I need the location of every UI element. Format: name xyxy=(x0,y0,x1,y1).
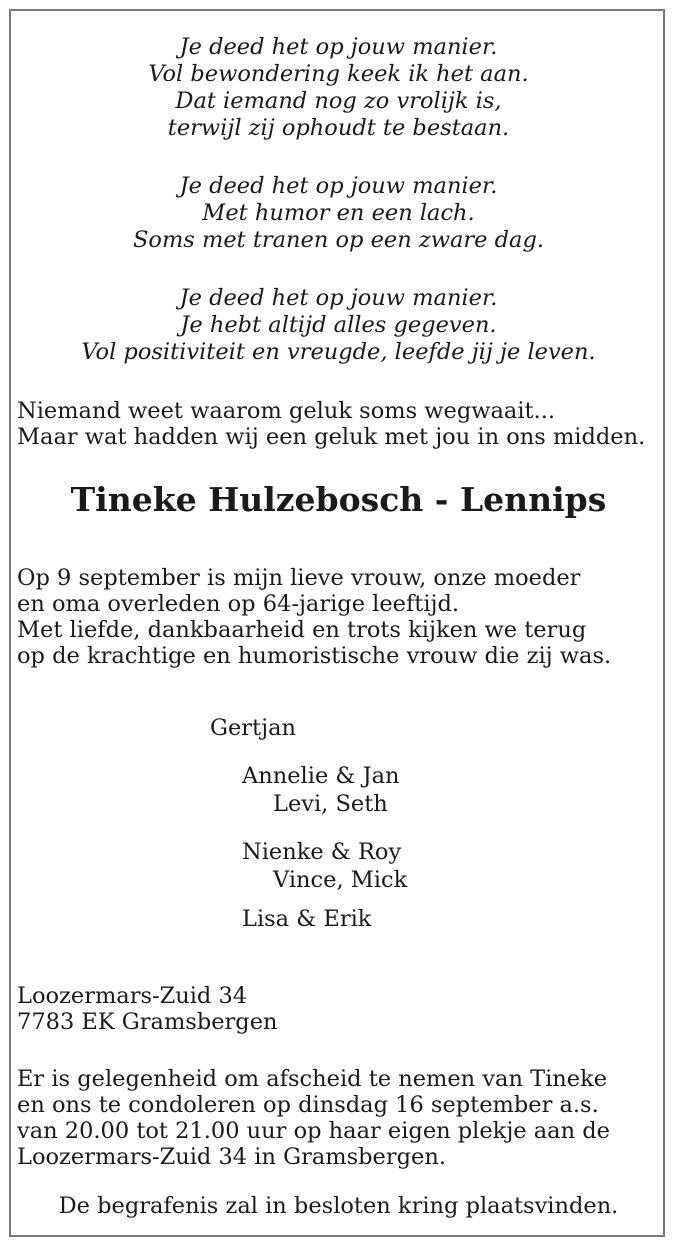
family-child-2: Nienke & Roy xyxy=(242,839,402,865)
family-child-1: Annelie & Jan xyxy=(242,763,400,789)
visitation-line: Er is gelegenheid om afscheid te nemen van Tineke xyxy=(17,1066,608,1092)
family-spouse: Gertjan xyxy=(210,715,296,741)
poem-stanza-1 xyxy=(0,34,677,142)
visitation-paragraph xyxy=(17,1066,662,1170)
poem-line: Vol positiviteit en vreugde, leefde jij je leven. xyxy=(81,339,596,365)
poem-line: Je deed het op jouw manier. xyxy=(179,173,498,199)
address-block xyxy=(17,983,662,1035)
poem-stanza-2 xyxy=(0,173,677,254)
announcement-line: op de krachtige en humoristische vrouw die zij was. xyxy=(17,643,612,669)
intro-paragraph xyxy=(17,398,662,450)
announcement-line: Op 9 september is mijn lieve vrouw, onze moeder xyxy=(17,565,581,591)
address-line: Loozermars-Zuid 34 xyxy=(17,983,248,1009)
poem-line: Je deed het op jouw manier. xyxy=(179,34,498,60)
visitation-line: en ons te condoleren op dinsdag 16 september a.s. xyxy=(17,1092,599,1118)
intro-line: Maar wat hadden wij een geluk met jou in ons midden. xyxy=(17,424,646,450)
announcement-line: Met liefde, dankbaarheid en trots kijken we terug xyxy=(17,617,587,643)
poem-line: Dat iemand nog zo vrolijk is, xyxy=(175,88,502,114)
poem-line: Met humor en een lach. xyxy=(202,200,475,226)
family-grandchildren-2: Vince, Mick xyxy=(273,867,408,893)
poem-line: Je deed het op jouw manier. xyxy=(179,285,498,311)
family-child-3: Lisa & Erik xyxy=(242,906,372,932)
announcement-line: en oma overleden op 64-jarige leeftijd. xyxy=(17,591,460,617)
poem-line: terwijl zij ophoudt te bestaan. xyxy=(167,115,510,141)
visitation-line: van 20.00 tot 21.00 uur op haar eigen plekje aan de xyxy=(17,1118,610,1144)
address-line: 7783 EK Gramsbergen xyxy=(17,1009,278,1035)
poem-line: Je hebt altijd alles gegeven. xyxy=(180,312,497,338)
poem-stanza-3 xyxy=(0,285,677,366)
poem-line: Soms met tranen op een zware dag. xyxy=(133,227,544,253)
funeral-note: De begrafenis zal in besloten kring plaatsvinden. xyxy=(58,1193,619,1219)
visitation-line: Loozermars-Zuid 34 in Gramsbergen. xyxy=(17,1144,446,1170)
poem-line: Vol bewondering keek ik het aan. xyxy=(148,61,529,87)
deceased-name: Tineke Hulzebosch - Lennips xyxy=(70,480,607,519)
intro-line: Niemand weet waarom geluk soms wegwaait... xyxy=(17,398,556,424)
announcement-paragraph xyxy=(17,565,662,669)
family-grandchildren-1: Levi, Seth xyxy=(273,791,388,817)
